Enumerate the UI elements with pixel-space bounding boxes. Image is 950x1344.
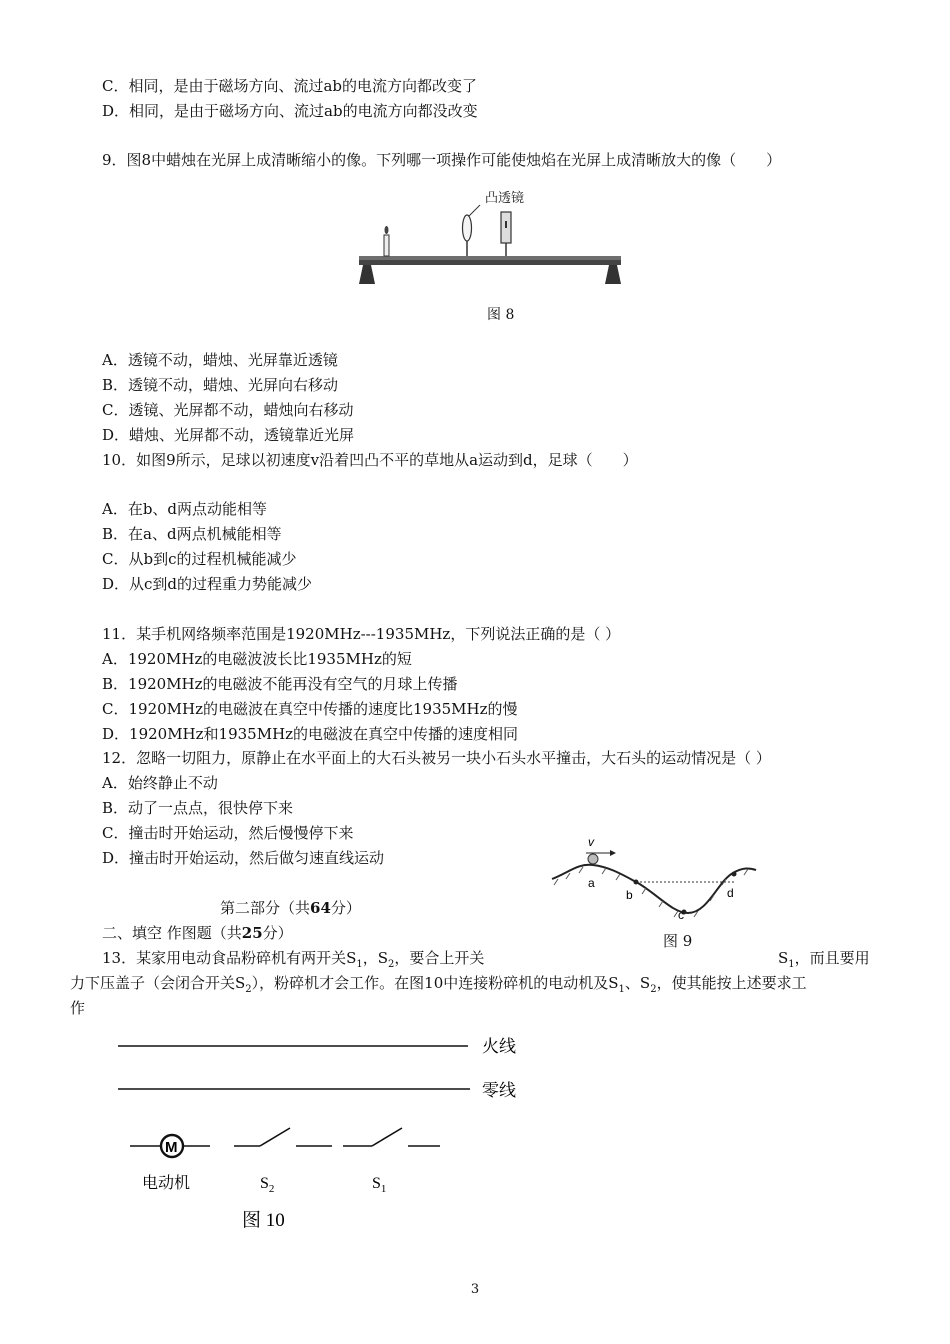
figure-8-caption: 图 8 (487, 307, 515, 323)
figure-9-terrain (548, 835, 763, 920)
lens-label: 凸透镜 (485, 190, 525, 205)
velocity-label: v (588, 835, 594, 849)
motor-symbol: M (165, 1139, 178, 1156)
q9-option-a: A．透镜不动，蜡烛、光屏靠近透镜 (102, 351, 338, 369)
section-2-heading: 二、填空 作图题（共25分） (102, 924, 293, 942)
q11-option-d: D．1920MHz和1935MHz的电磁波在真空中传播的速度相同 (102, 725, 519, 743)
q12-option-b: B．动了一点点，很快停下来 (102, 799, 294, 817)
point-d-dot (732, 872, 737, 877)
figure-8-optical-bench (355, 190, 625, 290)
q12-option-d: D．撞击时开始运动，然后做匀速直线运动 (102, 849, 385, 867)
q10-stem: 10．如图9所示，足球以初速度v沿着凹凸不平的草地从a运动到d，足球（ ） (102, 451, 638, 469)
point-a-label: a (588, 876, 595, 890)
prev-option-c: C．相同，是由于磁场方向、流过ab的电流方向都改变了 (102, 77, 478, 95)
figure-9-caption: 图 9 (663, 932, 693, 950)
s1-label: $S_1$ (372, 1175, 387, 1195)
velocity-arrowhead (610, 850, 616, 856)
motor-label: 电动机 (142, 1173, 191, 1192)
q10-option-d: D．从c到d的过程重力势能减少 (102, 575, 313, 593)
live-wire-label: 火线 (482, 1037, 516, 1057)
candle-flame (385, 226, 389, 234)
q11-stem: 11．某手机网络频率范围是1920MHz---1935MHz，下列说法正确的是（ ） (102, 625, 621, 643)
bench-leg-left (359, 265, 375, 284)
s2-blade (260, 1128, 290, 1146)
convex-lens (463, 215, 472, 241)
point-d-label: d (727, 886, 734, 900)
point-c-label: c (678, 908, 684, 922)
q12-stem: 12．忽略一切阻力，原静止在水平面上的大石头被另一块小石头水平撞击，大石头的运动情况是（ ） (102, 749, 771, 767)
screen-image (505, 221, 507, 228)
point-b-dot (634, 880, 639, 885)
bench-rail-shade (359, 260, 621, 265)
q10-option-c: C．从b到c的过程机械能减少 (102, 550, 297, 568)
football (588, 854, 598, 864)
q10-option-a: A．在b、d两点动能相等 (102, 500, 268, 518)
q11-option-b: B．1920MHz的电磁波不能再没有空气的月球上传播 (102, 675, 458, 693)
part2-title: 第二部分（共64分） (220, 899, 361, 917)
figure-10-caption: 图 10 (242, 1210, 285, 1231)
neutral-wire-label: 零线 (482, 1081, 516, 1101)
terrain-curve (552, 865, 756, 913)
q13-line-1: 13．某家用电动食品粉碎机有两开关$S_1$，$S_2$，要合上开关 (102, 949, 485, 970)
q9-option-d: D．蜡烛、光屏都不动，透镜靠近光屏 (102, 426, 355, 444)
point-b-label: b (626, 888, 633, 902)
figure-10-circuit (110, 1028, 530, 1238)
q13-line-1-end: $S_1$，而且要用 (778, 949, 870, 970)
q13-line-3: 作 (70, 999, 86, 1017)
q9-option-c: C．透镜、光屏都不动，蜡烛向右移动 (102, 401, 354, 419)
q11-option-c: C．1920MHz的电磁波在真空中传播的速度比1935MHz的慢 (102, 700, 518, 718)
q12-option-c: C．撞击时开始运动，然后慢慢停下来 (102, 824, 354, 842)
q13-line-2: 力下压盖子（会闭合开关$S_2$），粉碎机才会工作。在图10中连接粉碎机的电动机及$S_1$、$S_2$，使其能按上述要求工 (70, 974, 807, 995)
q9-stem: 9．图8中蜡烛在光屏上成清晰缩小的像。下列哪一项操作可能使烛焰在光屏上成清晰放大的像（ ） (102, 151, 782, 169)
prev-option-d: D．相同，是由于磁场方向、流过ab的电流方向都没改变 (102, 102, 478, 120)
candle (384, 235, 389, 256)
q11-option-a: A．1920MHz的电磁波波长比1935MHz的短 (102, 650, 412, 668)
q10-option-b: B．在a、d两点机械能相等 (102, 525, 282, 543)
s2-label: $S_2$ (260, 1175, 275, 1195)
bench-leg-right (605, 265, 621, 284)
q12-option-a: A．始终静止不动 (102, 774, 218, 792)
s1-blade (372, 1128, 402, 1146)
page-number: 3 (470, 1282, 480, 1297)
q9-option-b: B．透镜不动，蜡烛、光屏向右移动 (102, 376, 339, 394)
